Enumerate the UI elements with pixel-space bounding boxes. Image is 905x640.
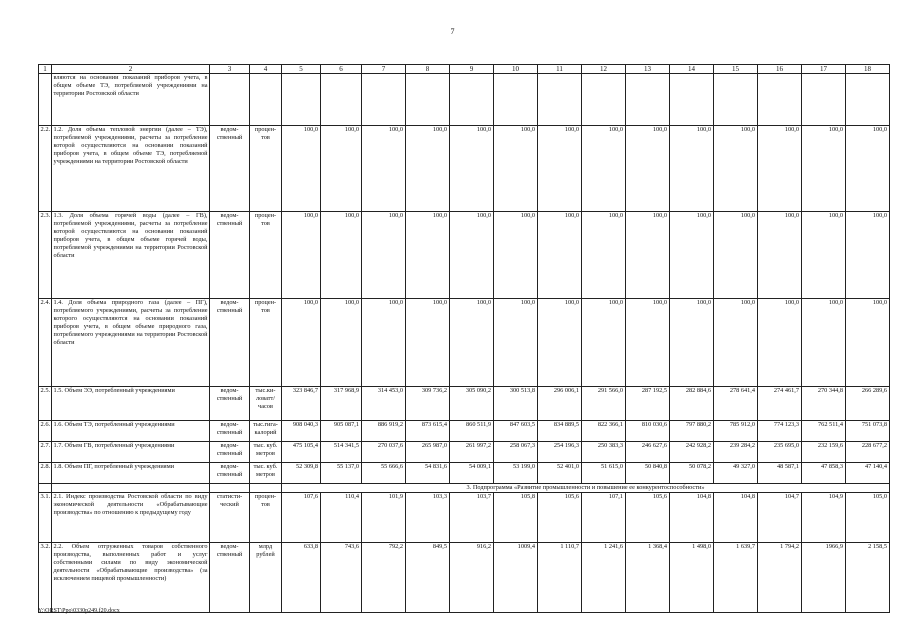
year-value: 762 511,4 <box>802 421 846 442</box>
year-value: 1 110,7 <box>538 543 582 613</box>
year-value <box>538 74 582 126</box>
data-source: ведом-ственный <box>210 299 250 387</box>
year-value <box>282 74 321 126</box>
column-number: 12 <box>582 65 626 74</box>
year-value: 265 987,0 <box>406 442 450 463</box>
year-value: 110,4 <box>321 493 362 543</box>
year-value: 278 641,4 <box>714 387 758 421</box>
column-number: 17 <box>802 65 846 74</box>
year-value: 100,0 <box>714 212 758 299</box>
data-source: ведом-ственный <box>210 543 250 613</box>
year-value: 633,8 <box>282 543 321 613</box>
year-value <box>670 74 714 126</box>
year-value: 1009,4 <box>494 543 538 613</box>
year-value: 100,0 <box>802 299 846 387</box>
year-value: 254 196,3 <box>538 442 582 463</box>
column-number: 2 <box>52 65 210 74</box>
indicator-name: 1.2. Доля объема тепловой энергии (далее – ТЭ), потребляемой учреждениями, расчеты за потребление которой осуществляются на основании показаний приборов учета, в общем объеме ТЭ, потребляемой учреждениями на территории Ростовской области <box>52 126 210 212</box>
year-value <box>846 74 890 126</box>
page-number: 7 <box>450 27 455 36</box>
column-number: 18 <box>846 65 890 74</box>
indicator-name: 2.2. Объем отгруженных товаров собственного производства, выполненных работ и услуг собственными силами по виду экономической деятельности «Обрабатывающие производства» (за исключением пищевой промышленности) <box>52 543 210 613</box>
year-value: 1 498,0 <box>670 543 714 613</box>
row-number: 3.2. <box>39 543 52 613</box>
year-value: 104,9 <box>802 493 846 543</box>
year-value: 100,0 <box>714 299 758 387</box>
column-number: 1 <box>39 65 52 74</box>
year-value: 300 513,8 <box>494 387 538 421</box>
column-number-row <box>39 65 890 74</box>
year-value: 797 880,2 <box>670 421 714 442</box>
year-value <box>626 74 670 126</box>
year-value: 100,0 <box>321 299 362 387</box>
year-value: 50 840,8 <box>626 463 670 484</box>
year-value: 100,0 <box>494 126 538 212</box>
unit-of-measure: тыс. куб. метров <box>250 463 282 484</box>
year-value <box>802 74 846 126</box>
year-value: 100,0 <box>450 212 494 299</box>
year-value: 258 067,3 <box>494 442 538 463</box>
indicator-name: вляются на основании показаний приборов учета, в общем объеме ТЭ, потребляемой учреждениями на территории Ростовской области <box>52 74 210 126</box>
year-value <box>450 74 494 126</box>
year-value: 317 968,9 <box>321 387 362 421</box>
data-source: ведом-ственный <box>210 463 250 484</box>
year-value <box>758 74 802 126</box>
year-value: 905 087,1 <box>321 421 362 442</box>
column-number: 10 <box>494 65 538 74</box>
year-value: 100,0 <box>846 126 890 212</box>
year-value: 291 566,0 <box>582 387 626 421</box>
year-value: 475 105,4 <box>282 442 321 463</box>
indicator-name: 1.8. Объем ПГ, потребленный учреждениями <box>52 463 210 484</box>
file-path-footer: Y:\ORST\Ppo\0330p249.f20.docx <box>38 608 120 614</box>
column-number: 6 <box>321 65 362 74</box>
year-value: 100,0 <box>321 212 362 299</box>
column-number: 16 <box>758 65 802 74</box>
year-value: 100,0 <box>494 212 538 299</box>
year-value: 100,0 <box>846 299 890 387</box>
unit-of-measure: процен-тов <box>250 299 282 387</box>
unit-of-measure: процен-тов <box>250 212 282 299</box>
column-number: 5 <box>282 65 321 74</box>
column-number: 8 <box>406 65 450 74</box>
year-value: 52 401,0 <box>538 463 582 484</box>
year-value: 100,0 <box>282 299 321 387</box>
year-value <box>321 74 362 126</box>
unit-of-measure: млрд рублей <box>250 543 282 613</box>
year-value: 47 140,4 <box>846 463 890 484</box>
year-value: 107,6 <box>282 493 321 543</box>
data-source: статисти-ческий <box>210 493 250 543</box>
year-value: 54 831,6 <box>406 463 450 484</box>
year-value: 100,0 <box>758 212 802 299</box>
table-body <box>39 65 890 613</box>
year-value: 100,0 <box>406 299 450 387</box>
row-number: 2.5. <box>39 387 52 421</box>
year-value: 100,0 <box>406 212 450 299</box>
table-row <box>39 299 890 387</box>
year-value: 100,0 <box>758 126 802 212</box>
year-value: 822 366,1 <box>582 421 626 442</box>
column-number: 11 <box>538 65 582 74</box>
year-value: 100,0 <box>538 126 582 212</box>
year-value: 100,0 <box>538 212 582 299</box>
year-value: 100,0 <box>282 126 321 212</box>
year-value: 1 639,7 <box>714 543 758 613</box>
year-value: 323 846,7 <box>282 387 321 421</box>
unit-of-measure: тыс. куб. метров <box>250 442 282 463</box>
year-value: 235 695,0 <box>758 442 802 463</box>
row-number: 3.1. <box>39 493 52 543</box>
row-number: 2.2. <box>39 126 52 212</box>
column-number: 7 <box>362 65 406 74</box>
year-value: 266 289,6 <box>846 387 890 421</box>
year-value: 101,9 <box>362 493 406 543</box>
year-value: 100,0 <box>802 126 846 212</box>
year-value: 100,0 <box>846 212 890 299</box>
year-value <box>362 74 406 126</box>
section-title: 3. Подпрограмма «Развитие промышленности и повышение ее конкурентоспособности» <box>282 484 890 493</box>
year-value: 792,2 <box>362 543 406 613</box>
section-row <box>39 484 890 493</box>
year-value: 105,6 <box>626 493 670 543</box>
column-number: 9 <box>450 65 494 74</box>
unit-of-measure: тыс.гига-калорий <box>250 421 282 442</box>
year-value: 774 123,3 <box>758 421 802 442</box>
year-value: 314 453,0 <box>362 387 406 421</box>
unit-of-measure: тыс.ки-ловатт/часов <box>250 387 282 421</box>
indicator-table <box>38 64 887 613</box>
year-value: 886 919,2 <box>362 421 406 442</box>
year-value: 1 368,4 <box>626 543 670 613</box>
data-source: ведом-ственный <box>210 421 250 442</box>
year-value: 52 309,8 <box>282 463 321 484</box>
year-value: 47 858,3 <box>802 463 846 484</box>
year-value: 751 073,8 <box>846 421 890 442</box>
year-value: 514 341,5 <box>321 442 362 463</box>
year-value: 100,0 <box>626 299 670 387</box>
unit-of-measure: процен-тов <box>250 126 282 212</box>
year-value: 103,3 <box>406 493 450 543</box>
year-value: 107,1 <box>582 493 626 543</box>
year-value: 860 511,9 <box>450 421 494 442</box>
table-row <box>39 463 890 484</box>
year-value: 50 078,2 <box>670 463 714 484</box>
row-number: 2.3. <box>39 212 52 299</box>
indicator-name: 1.5. Объем ЭЭ, потребленный учреждениями <box>52 387 210 421</box>
table-row <box>39 543 890 613</box>
year-value: 100,0 <box>362 126 406 212</box>
year-value: 100,0 <box>714 126 758 212</box>
year-value: 246 627,6 <box>626 442 670 463</box>
table-row <box>39 387 890 421</box>
year-value: 55 666,6 <box>362 463 406 484</box>
year-value: 242 928,2 <box>670 442 714 463</box>
table-row <box>39 493 890 543</box>
year-value: 100,0 <box>626 212 670 299</box>
year-value: 239 284,2 <box>714 442 758 463</box>
year-value: 834 889,5 <box>538 421 582 442</box>
year-value: 100,0 <box>406 126 450 212</box>
column-number: 4 <box>250 65 282 74</box>
year-value <box>494 74 538 126</box>
indicator-name: 1.3. Доля объема горячей воды (далее – ГВ), потребляемой учреждениями, расчеты за потребление которой осуществляются на основании показаний приборов учета, в общем объеме горячей воды, потребляемой учреждениями на территории Ростовской области <box>52 212 210 299</box>
table-row <box>39 74 890 126</box>
section-spacer <box>39 484 52 493</box>
year-value: 1 794,2 <box>758 543 802 613</box>
year-value: 1 241,6 <box>582 543 626 613</box>
year-value: 270 344,8 <box>802 387 846 421</box>
year-value: 309 736,2 <box>406 387 450 421</box>
year-value: 100,0 <box>282 212 321 299</box>
year-value: 100,0 <box>538 299 582 387</box>
year-value: 270 037,6 <box>362 442 406 463</box>
unit-of-measure <box>250 74 282 126</box>
data-source <box>210 74 250 126</box>
year-value: 49 327,0 <box>714 463 758 484</box>
column-number: 13 <box>626 65 670 74</box>
year-value: 873 615,4 <box>406 421 450 442</box>
year-value: 100,0 <box>321 126 362 212</box>
row-number: 2.6. <box>39 421 52 442</box>
indicator-name: 1.7. Объем ГВ, потребленный учреждениями <box>52 442 210 463</box>
year-value: 104,8 <box>714 493 758 543</box>
table-row <box>39 126 890 212</box>
unit-of-measure: процен-тов <box>250 493 282 543</box>
year-value: 250 383,3 <box>582 442 626 463</box>
year-value: 100,0 <box>362 212 406 299</box>
year-value: 282 884,6 <box>670 387 714 421</box>
year-value: 2 158,5 <box>846 543 890 613</box>
year-value: 51 615,0 <box>582 463 626 484</box>
year-value: 54 009,1 <box>450 463 494 484</box>
table-row <box>39 421 890 442</box>
year-value: 48 587,1 <box>758 463 802 484</box>
year-value: 100,0 <box>494 299 538 387</box>
year-value: 100,0 <box>670 126 714 212</box>
year-value: 100,0 <box>582 299 626 387</box>
section-spacer <box>250 484 282 493</box>
year-value: 287 192,5 <box>626 387 670 421</box>
data-source: ведом-ственный <box>210 442 250 463</box>
indicator-name: 1.6. Объем ТЭ, потребленный учреждениями <box>52 421 210 442</box>
year-value: 100,0 <box>582 212 626 299</box>
year-value: 100,0 <box>450 126 494 212</box>
column-number: 3 <box>210 65 250 74</box>
year-value: 261 997,2 <box>450 442 494 463</box>
row-number: 2.4. <box>39 299 52 387</box>
year-value: 105,0 <box>846 493 890 543</box>
year-value <box>714 74 758 126</box>
year-value: 296 006,1 <box>538 387 582 421</box>
indicator-name: 2.1. Индекс производства Ростовской области по виду экономической деятельности «Обрабатывающие производства» по отношению к предыдущему году <box>52 493 210 543</box>
year-value: 849,5 <box>406 543 450 613</box>
year-value: 104,8 <box>670 493 714 543</box>
column-number: 14 <box>670 65 714 74</box>
data-source: ведом-ственный <box>210 387 250 421</box>
indicator-name: 1.4. Доля объема природного газа (далее – ПГ), потребляемого учреждениями, расчеты за потребление которого осуществляются на основании показаний приборов учета, в общем объеме природного газа, потребляемого учреждениями на территории Ростовской области <box>52 299 210 387</box>
year-value: 785 912,0 <box>714 421 758 442</box>
column-number: 15 <box>714 65 758 74</box>
row-number <box>39 74 52 126</box>
table-row <box>39 442 890 463</box>
year-value: 100,0 <box>758 299 802 387</box>
year-value: 100,0 <box>626 126 670 212</box>
year-value: 55 137,0 <box>321 463 362 484</box>
data-source: ведом-ственный <box>210 126 250 212</box>
year-value: 305 090,2 <box>450 387 494 421</box>
year-value: 100,0 <box>582 126 626 212</box>
data-source: ведом-ственный <box>210 212 250 299</box>
row-number: 2.7. <box>39 442 52 463</box>
year-value: 103,7 <box>450 493 494 543</box>
year-value: 100,0 <box>450 299 494 387</box>
year-value: 100,0 <box>802 212 846 299</box>
year-value: 105,6 <box>538 493 582 543</box>
year-value: 105,8 <box>494 493 538 543</box>
row-number: 2.8. <box>39 463 52 484</box>
year-value: 1966,9 <box>802 543 846 613</box>
year-value: 908 040,3 <box>282 421 321 442</box>
year-value: 847 603,5 <box>494 421 538 442</box>
year-value <box>582 74 626 126</box>
year-value: 810 030,6 <box>626 421 670 442</box>
year-value: 232 159,6 <box>802 442 846 463</box>
year-value: 104,7 <box>758 493 802 543</box>
year-value: 53 199,0 <box>494 463 538 484</box>
year-value <box>406 74 450 126</box>
section-spacer <box>210 484 250 493</box>
year-value: 916,2 <box>450 543 494 613</box>
year-value: 743,6 <box>321 543 362 613</box>
section-spacer <box>52 484 210 493</box>
year-value: 100,0 <box>362 299 406 387</box>
year-value: 100,0 <box>670 212 714 299</box>
table-row <box>39 212 890 299</box>
year-value: 274 461,7 <box>758 387 802 421</box>
year-value: 100,0 <box>670 299 714 387</box>
year-value: 228 677,2 <box>846 442 890 463</box>
